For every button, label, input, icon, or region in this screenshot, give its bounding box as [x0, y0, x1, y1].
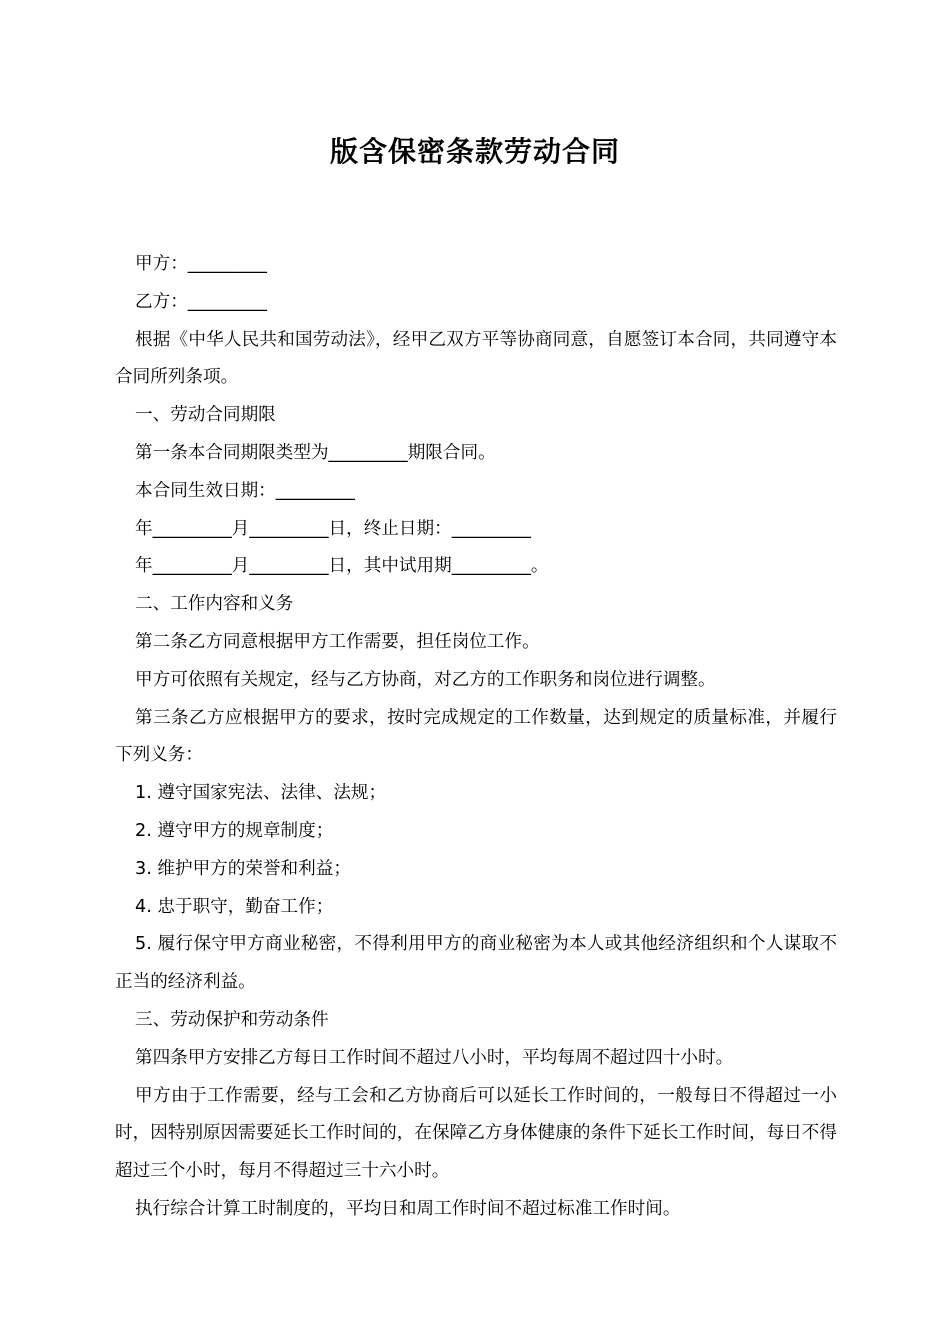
- section-heading-term: 一、劳动合同期限: [135, 405, 276, 426]
- section-heading-protection: 三、劳动保护和劳动条件: [135, 1009, 329, 1030]
- duty-item-1: 1. 遵守国家宪法、法律、法规；: [135, 783, 387, 804]
- article-2: 第二条乙方同意根据甲方工作需要，担任岗位工作。: [135, 631, 540, 652]
- party-a-line: 甲方：_________: [135, 254, 267, 274]
- adjustment-paragraph: 甲方可依照有关规定，经与乙方协商，对乙方的工作职务和岗位进行调整。: [135, 669, 716, 690]
- document-title: 版含保密条款劳动合同: [329, 135, 620, 168]
- article-1: 第一条本合同期限类型为_________期限合同。: [135, 442, 496, 463]
- preamble-paragraph: 根据《中华人民共和国劳动法》，经甲乙双方平等协商同意，自愿签订本合同，共同遵守本合同所列条项。: [115, 329, 837, 388]
- document-body: [115, 246, 837, 1229]
- article-4: 第四条甲方安排乙方每日工作时间不超过八小时，平均每周不超过四十小时。: [135, 1047, 734, 1068]
- effective-date-line: 本合同生效日期：_________: [135, 480, 355, 501]
- party-b-line: 乙方：_________: [135, 291, 267, 312]
- article-3: 第三条乙方应根据甲方的要求，按时完成规定的工作数量，达到规定的质量标准，并履行下列义务：: [115, 707, 837, 766]
- duty-item-2: 2. 遵守甲方的规章制度；: [135, 820, 334, 841]
- duty-item-3: 3. 维护甲方的荣誉和利益；: [135, 858, 351, 879]
- duty-item-5: 5. 履行保守甲方商业秘密，不得利用甲方的商业秘密为本人或其他经济组织和个人谋取不正当的经济利益。: [115, 934, 837, 993]
- comprehensive-hours-paragraph: 执行综合计算工时制度的，平均日和周工作时间不超过标准工作时间。: [135, 1198, 681, 1219]
- overtime-paragraph: 甲方由于工作需要，经与工会和乙方协商后可以延长工作时间的，一般每日不得超过一小时，因特别原因需要延长工作时间的，在保障乙方身体健康的条件下延长工作时间，每日不得超过三个小时，每月不得超过三十六小时。: [115, 1085, 837, 1182]
- probation-line: 年_________月_________日，其中试用期_________。: [135, 556, 549, 577]
- termination-date-line: 年_________月_________日，终止日期：_________: [135, 518, 531, 539]
- duty-item-4: 4. 忠于职守，勤奋工作；: [135, 896, 334, 917]
- section-heading-duties: 二、工作内容和义务: [135, 594, 294, 615]
